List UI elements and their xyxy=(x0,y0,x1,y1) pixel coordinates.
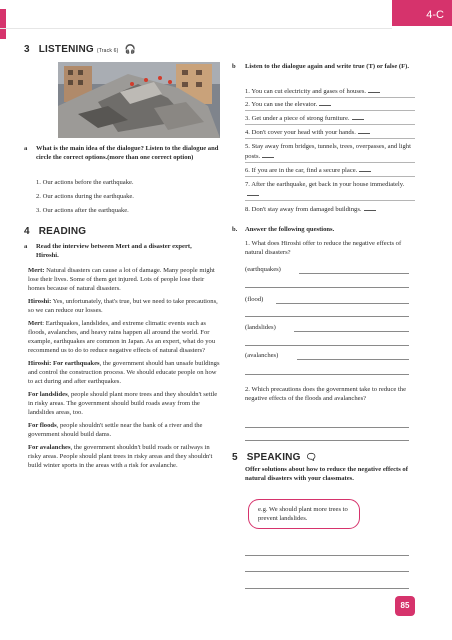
reading-b-question-1: 1. What does Hiroshi offer to reduce the negative effects of natural disasters? xyxy=(245,240,402,256)
earthquake-photo xyxy=(58,62,220,138)
tf-text: 6. If you are in the car, find a secure place. xyxy=(245,167,358,174)
speaker: Mert: xyxy=(28,267,45,274)
tf-rule xyxy=(245,97,415,98)
tf-blank[interactable] xyxy=(359,165,371,172)
example-text: e.g. We should plant more trees to prevent landslides. xyxy=(258,506,348,522)
answer-landslides-label: (landslides) xyxy=(245,324,276,331)
speaker: For floods xyxy=(28,422,57,429)
page-number: 85 xyxy=(400,601,410,610)
listening-a-letter: a xyxy=(24,145,28,152)
answer-line[interactable] xyxy=(245,374,409,375)
tf-item-5 xyxy=(245,142,413,161)
speaking-heading xyxy=(232,452,317,463)
tf-text: 3. Get under a piece of strong furniture. xyxy=(245,115,350,122)
tf-item-3 xyxy=(245,113,364,123)
tf-rule xyxy=(245,176,415,177)
interview-text xyxy=(28,266,222,474)
speaking-number: 5 xyxy=(232,452,238,463)
answer-avalanches-label: (avalanches) xyxy=(245,352,279,359)
tf-blank[interactable] xyxy=(262,151,274,158)
reading-b-instruction: Answer the following questions. xyxy=(245,226,335,233)
answer-line[interactable] xyxy=(245,427,409,428)
speaker: Mert xyxy=(28,320,43,327)
answer-line[interactable] xyxy=(299,273,409,274)
answer-flood-label: (flood) xyxy=(245,296,264,303)
speaker: For landslides xyxy=(28,391,68,398)
answer-line[interactable] xyxy=(294,331,409,332)
answer-earthquakes-label: (earthquakes) xyxy=(245,266,281,273)
interview-paragraph xyxy=(28,297,222,315)
tf-item-6 xyxy=(245,165,371,175)
unit-label: 4-C xyxy=(426,9,444,21)
tf-blank[interactable] xyxy=(368,86,380,93)
tf-blank[interactable] xyxy=(364,204,376,211)
interview-paragraph xyxy=(28,319,222,355)
listening-b-letter: b xyxy=(232,63,236,70)
paragraph-text: Natural disasters can cause a lot of damage. Many people might lose their lives. Some of them get injured. Lots of people lose their homes because of natural disasters. xyxy=(28,267,215,292)
answer-line[interactable] xyxy=(245,316,409,317)
paragraph-text: , the government should ban unsafe buildings and control the construction process. We should educate people on how to act during and after earthquakes. xyxy=(28,360,220,385)
tf-rule xyxy=(245,124,415,125)
paragraph-text: , the government shouldn't build roads or railways in risky areas. People should plant trees in risky areas and they shouldn't build winter sports in the areas with a risk for avalanche. xyxy=(28,444,213,469)
listening-a-option-2[interactable]: 2. Our actions during the earthquake. xyxy=(36,193,134,200)
page-number-badge xyxy=(395,596,415,616)
speech-bubble-icon: 🗨 xyxy=(305,452,318,462)
tf-blank[interactable] xyxy=(358,127,370,134)
tf-rule xyxy=(245,138,415,139)
reading-title: READING xyxy=(38,226,87,237)
answer-line[interactable] xyxy=(245,440,409,441)
interview-paragraph xyxy=(28,266,222,293)
paragraph-text: , people should plant more trees and they shouldn't settle in risky areas. The government should build roads away from the landslides areas, too. xyxy=(28,391,218,416)
listening-b-instruction: Listen to the dialogue again and write true (T) or false (F). xyxy=(245,63,409,70)
tf-item-1 xyxy=(245,86,380,96)
tf-blank[interactable] xyxy=(247,189,259,196)
headphones-icon: 🎧 xyxy=(124,44,136,54)
speaker: For avalanches xyxy=(28,444,71,451)
paragraph-text: Yes, unfortunately, that's true, but we need to take precautions, so we can reduce our losses. xyxy=(28,298,218,314)
answer-line[interactable] xyxy=(245,571,409,572)
listening-heading xyxy=(24,44,136,55)
tf-text: 5. Stay away from bridges, tunnels, trees, overpasses, and light posts. xyxy=(245,143,411,160)
speaking-title: SPEAKING xyxy=(246,452,301,463)
speaking-instruction: Offer solutions about how to reduce the negative effects of natural disasters with your classmates. xyxy=(245,466,408,482)
listening-title: LISTENING xyxy=(38,44,94,55)
listening-number: 3 xyxy=(24,44,30,55)
tf-rule xyxy=(245,162,415,163)
listening-a-instruction: What is the main idea of the dialogue? Listen to the dialogue and circle the correct options.(more than one correct option) xyxy=(36,145,219,161)
reading-heading xyxy=(24,226,86,237)
reading-a-instruction: Read the interview between Mert and a disaster expert, Hiroshi. xyxy=(36,243,192,259)
paragraph-text: : Earthquakes, landslides, and extreme climatic events such as floods, avalanches, and heavy rains happen all around the world. For example, earthquakes are common in Japan. As an expert, what do you recommend us to do to reduce negative effects of natural disasters? xyxy=(28,320,216,354)
example-bubble xyxy=(248,499,360,529)
paragraph-text: , people shouldn't settle near the bank of a river and the government should build dams. xyxy=(28,422,203,438)
rubble-image xyxy=(58,62,220,138)
tf-text: 7. After the earthquake, get back in your house immediately. xyxy=(245,181,405,188)
reading-b-question-2: 2. Which precautions does the government take to reduce the negative effects of the floods and avalanches? xyxy=(245,386,407,402)
listening-a-option-1[interactable]: 1. Our actions before the earthquake. xyxy=(36,179,134,186)
tf-text: 1. You can cut electricity and gases of houses. xyxy=(245,88,367,95)
speaker: Hiroshi: For earthquakes xyxy=(28,360,100,367)
answer-line[interactable] xyxy=(245,345,409,346)
listening-track: (Track 6) xyxy=(96,48,119,54)
tf-rule xyxy=(245,200,415,201)
tf-blank[interactable] xyxy=(319,99,331,106)
interview-paragraph xyxy=(28,359,222,386)
reading-b-letter: b. xyxy=(232,226,238,233)
answer-line[interactable] xyxy=(276,303,409,304)
reading-a-letter: a xyxy=(24,243,28,250)
tf-item-8 xyxy=(245,204,376,214)
interview-paragraph xyxy=(28,390,222,417)
tf-rule xyxy=(245,110,415,111)
answer-line[interactable] xyxy=(245,287,409,288)
interview-paragraph xyxy=(28,421,222,439)
tf-item-7 xyxy=(245,180,405,199)
header-rule xyxy=(0,28,392,29)
interview-paragraph xyxy=(28,443,222,470)
answer-line[interactable] xyxy=(297,359,409,360)
reading-number: 4 xyxy=(24,226,30,237)
tf-text: 4. Don't cover your head with your hands. xyxy=(245,129,356,136)
answer-line[interactable] xyxy=(245,588,409,589)
tf-item-4 xyxy=(245,127,370,137)
top-left-rule xyxy=(0,9,6,39)
speaker: Hiroshi: xyxy=(28,298,52,305)
tf-blank[interactable] xyxy=(352,113,364,120)
unit-tab xyxy=(392,0,452,26)
answer-line[interactable] xyxy=(245,555,409,556)
tf-item-2 xyxy=(245,99,331,109)
tf-text: 2. You can use the elevator. xyxy=(245,101,318,108)
listening-a-option-3[interactable]: 3. Our actions after the earthquake. xyxy=(36,207,129,214)
tf-text: 8. Don't stay away from damaged buildings. xyxy=(245,206,362,213)
